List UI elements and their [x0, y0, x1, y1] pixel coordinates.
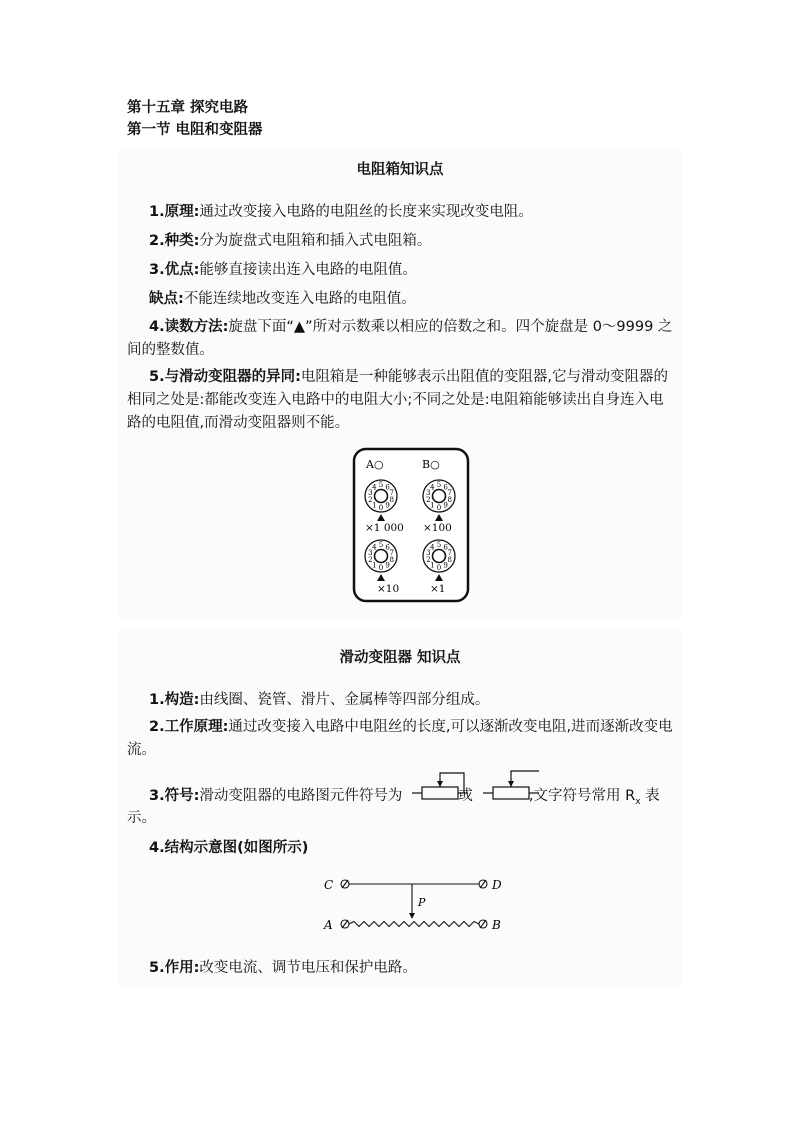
dial-digit: 7 — [389, 549, 394, 557]
terminal-d-label: D — [492, 878, 502, 892]
dial-digit: 5 — [436, 481, 442, 490]
dial-digit: 2 — [368, 496, 373, 504]
terminal-c-label: C — [324, 878, 334, 892]
section-title: 第一节 电阻和变阻器 — [127, 122, 263, 138]
dial-digit: 1 — [372, 561, 377, 570]
dial-digit: 6 — [443, 483, 448, 492]
dial-digit: 2 — [426, 496, 431, 504]
dial-digit: 5 — [378, 541, 384, 550]
slide-rheostat-heading: 滑动变阻器 知识点 — [339, 650, 461, 666]
principle-line — [149, 202, 533, 222]
working-principle-label: 2.工作原理: — [149, 719, 229, 735]
multiplier-10: ×10 — [377, 583, 400, 595]
comparison-paragraph — [127, 366, 675, 435]
reading-method-paragraph — [127, 316, 675, 362]
dial-digit: 0 — [378, 563, 384, 572]
dial-digit: 9 — [443, 561, 448, 570]
reading-method-label: 4.读数方法: — [149, 319, 229, 335]
dial-digit: 9 — [385, 501, 390, 510]
disadvantage-text: 不能连续地改变连入电路的电阻值。 — [183, 291, 416, 307]
function-line — [149, 958, 417, 978]
principle-label: 1.原理: — [149, 204, 200, 220]
advantage-label: 3.优点: — [149, 262, 200, 278]
terminal-a-label-2: A — [324, 918, 333, 932]
resistance-coil — [349, 922, 479, 927]
symbol-line — [149, 786, 660, 812]
comparison-label: 5.与滑动变阻器的异同: — [149, 369, 301, 385]
symbol-text-after: ,文字符号常用 R — [528, 788, 636, 804]
dial-digit: 0 — [378, 503, 384, 512]
dial-digit: 1 — [372, 501, 377, 510]
dial-digit: 3 — [426, 549, 431, 557]
principle-text: 通过改变接入电路的电阻丝的长度来实现改变电阻。 — [199, 204, 533, 220]
types-text: 分为旋盘式电阻箱和插入式电阻箱。 — [199, 233, 432, 249]
disadvantage-line — [149, 289, 416, 309]
comparison-text: 电阻箱是一种能够表示出阻值的变阻器,它与滑动变阻器的相同之处是:都能改变连入电路中的电阻大小;不同之处是:电阻箱能够读出自身连入电路的电阻值,而滑动变阻器则不能。 — [127, 369, 669, 431]
dial-digit: 9 — [443, 501, 448, 510]
rheostat-symbol-1 — [412, 765, 470, 801]
function-label: 5.作用: — [149, 960, 200, 976]
dial-digit: 0 — [436, 563, 442, 572]
multiplier-1000: ×1 000 — [365, 522, 404, 534]
dial-digit: 7 — [389, 489, 394, 497]
function-text: 改变电流、调节电压和保护电路。 — [199, 960, 417, 976]
dial-digit: 6 — [385, 543, 390, 552]
terminal-b-label-2: B — [492, 918, 501, 932]
dial-digit: 2 — [426, 556, 431, 564]
structure-label: 4.结构示意图(如图所示) — [149, 840, 309, 856]
dial-digit: 7 — [447, 549, 452, 557]
dial-digit: 9 — [385, 561, 390, 570]
dial-digit: 8 — [389, 556, 394, 564]
reading-method-text: 旋盘下面“▲”所对示数乘以相应的倍数之和。四个旋盘是 0～9999 之间的整数值。 — [127, 319, 673, 358]
dial-digit: 4 — [372, 543, 377, 552]
dial-digit: 3 — [368, 549, 373, 557]
dial-digit: 4 — [430, 483, 435, 492]
working-principle-text: 通过改变接入电路中电阻丝的长度,可以逐渐改变电阻,进而逐渐改变电流。 — [127, 719, 673, 758]
dial-digit: 1 — [430, 501, 435, 510]
symbol-or-text: 或 — [458, 788, 473, 804]
multiplier-1: ×1 — [430, 583, 446, 595]
dial-digit: 8 — [389, 496, 394, 504]
dial-digit: 1 — [430, 561, 435, 570]
dial-digit: 7 — [447, 489, 452, 497]
dial-digit: 6 — [385, 483, 390, 492]
symbol-subscript: x — [635, 796, 641, 807]
advantage-text: 能够直接读出连入电路的电阻值。 — [199, 262, 417, 278]
resistance-box-figure — [350, 445, 472, 605]
rheostat-structure-figure — [320, 868, 520, 936]
construction-line — [149, 690, 489, 710]
dial-digit: 5 — [378, 481, 384, 490]
rheostat-symbol-2 — [483, 765, 541, 801]
construction-text: 由线圈、瓷管、滑片、金属棒等四部分组成。 — [199, 692, 490, 708]
dial-digit: 0 — [436, 503, 442, 512]
types-line — [149, 231, 431, 251]
dial-digit: 4 — [372, 483, 377, 492]
dial-digit: 5 — [436, 541, 442, 550]
advantage-line — [149, 260, 417, 280]
chapter-title: 第十五章 探究电路 — [127, 100, 249, 116]
symbol-label: 3.符号: — [149, 788, 200, 804]
multiplier-100: ×100 — [423, 522, 452, 534]
slider-p-label: P — [418, 896, 426, 909]
types-label: 2.种类: — [149, 233, 200, 249]
terminal-b-label: B○ — [422, 458, 440, 471]
dial-digit: 2 — [368, 556, 373, 564]
dial-digit: 3 — [368, 489, 373, 497]
symbol-line-wrap: 示。 — [127, 810, 156, 826]
dial-digit: 4 — [430, 543, 435, 552]
dial-digit: 8 — [447, 556, 452, 564]
dial-digit: 3 — [426, 489, 431, 497]
dial-digit: 6 — [443, 543, 448, 552]
working-principle-paragraph — [127, 716, 675, 762]
dial-digit: 8 — [447, 496, 452, 504]
construction-label: 1.构造: — [149, 692, 200, 708]
symbol-text-end: 表 — [640, 788, 660, 804]
resistance-box-heading: 电阻箱知识点 — [356, 162, 444, 178]
terminal-a-label: A○ — [366, 458, 384, 471]
disadvantage-label: 缺点: — [149, 291, 184, 307]
symbol-text-before: 滑动变阻器的电路图元件符号为 — [199, 788, 403, 804]
